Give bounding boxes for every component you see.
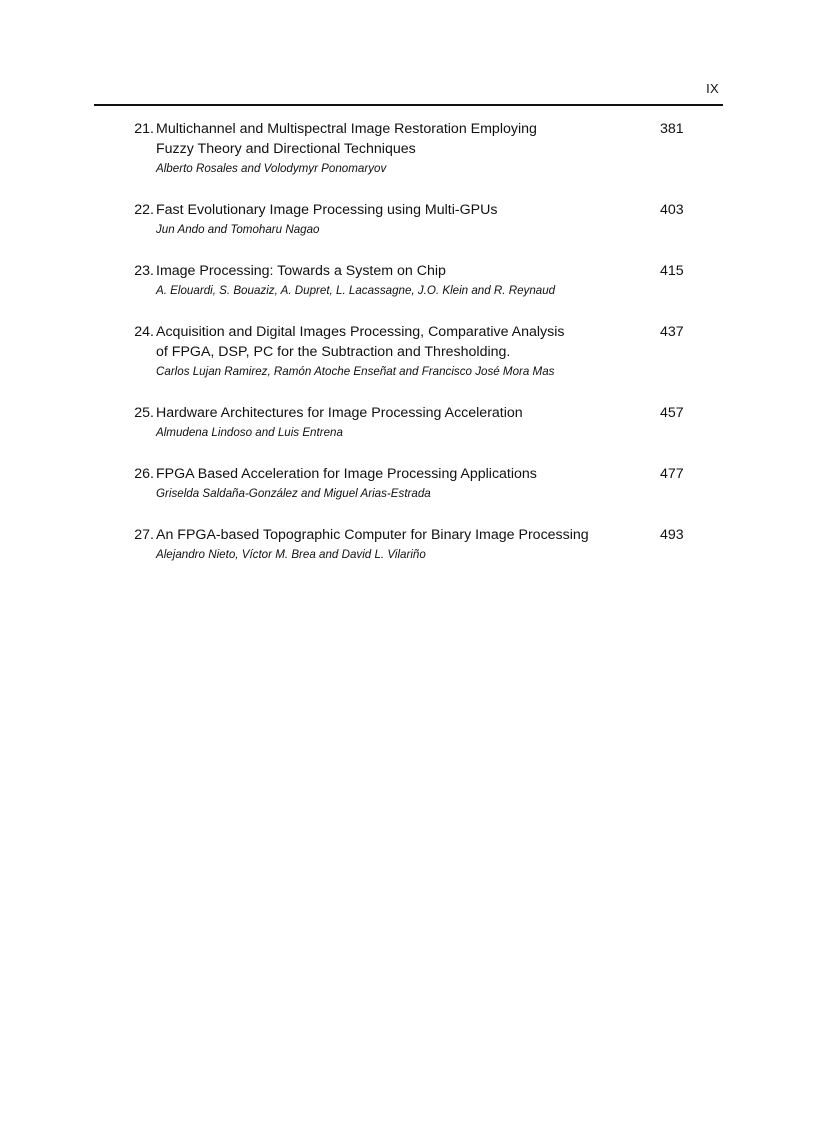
entry-page-number: 477 <box>660 466 684 482</box>
entry-number: 25. <box>134 405 154 421</box>
entry-title-line: Acquisition and Digital Images Processing, Comparative Analysis <box>156 324 565 340</box>
entry-page-number: 437 <box>660 324 684 340</box>
table-of-contents <box>124 119 688 586</box>
entry-title-line: Fast Evolutionary Image Processing using Multi-GPUs <box>156 202 498 218</box>
entry-title-line: of FPGA, DSP, PC for the Subtraction and Thresholding. <box>156 344 511 360</box>
entry-authors: Jun Ando and Tomoharu Nagao <box>156 223 320 236</box>
entry-title-line: Fuzzy Theory and Directional Techniques <box>156 141 416 157</box>
entry-authors: A. Elouardi, S. Bouaziz, A. Dupret, L. Lacassagne, J.O. Klein and R. Reynaud <box>156 284 556 297</box>
entry-number: 23. <box>134 263 154 279</box>
toc-entry[interactable] <box>124 464 688 504</box>
toc-entry[interactable] <box>124 322 688 382</box>
entry-number: 24. <box>134 324 154 340</box>
toc-entry[interactable] <box>124 525 688 565</box>
entry-number: 27. <box>134 527 154 543</box>
entry-page-number: 457 <box>660 405 684 421</box>
entry-page-number: 493 <box>660 527 684 543</box>
entry-title-line: Multichannel and Multispectral Image Restoration Employing <box>156 121 537 137</box>
page-number: IX <box>706 81 719 96</box>
entry-authors: Almudena Lindoso and Luis Entrena <box>156 426 343 439</box>
entry-authors: Carlos Lujan Ramirez, Ramón Atoche Enseñat and Francisco José Mora Mas <box>156 365 555 378</box>
entry-number: 21. <box>134 121 154 137</box>
entry-title-line: Image Processing: Towards a System on Chip <box>156 263 446 279</box>
entry-title-line: An FPGA-based Topographic Computer for Binary Image Processing <box>156 527 589 543</box>
toc-entry[interactable] <box>124 403 688 443</box>
toc-entry[interactable] <box>124 119 688 179</box>
entry-title-line: FPGA Based Acceleration for Image Processing Applications <box>156 466 537 482</box>
entry-title-line: Hardware Architectures for Image Processing Acceleration <box>156 405 523 421</box>
entry-authors: Griselda Saldaña-González and Miguel Arias-Estrada <box>156 487 431 500</box>
entry-page-number: 415 <box>660 263 684 279</box>
toc-entry[interactable] <box>124 200 688 240</box>
entry-page-number: 381 <box>660 121 684 137</box>
entry-number: 22. <box>134 202 154 218</box>
toc-entry[interactable] <box>124 261 688 301</box>
header-rule <box>94 104 723 106</box>
entry-page-number: 403 <box>660 202 684 218</box>
entry-authors: Alejandro Nieto, Víctor M. Brea and David L. Vilariño <box>156 548 426 561</box>
entry-number: 26. <box>134 466 154 482</box>
entry-authors: Alberto Rosales and Volodymyr Ponomaryov <box>156 162 387 175</box>
